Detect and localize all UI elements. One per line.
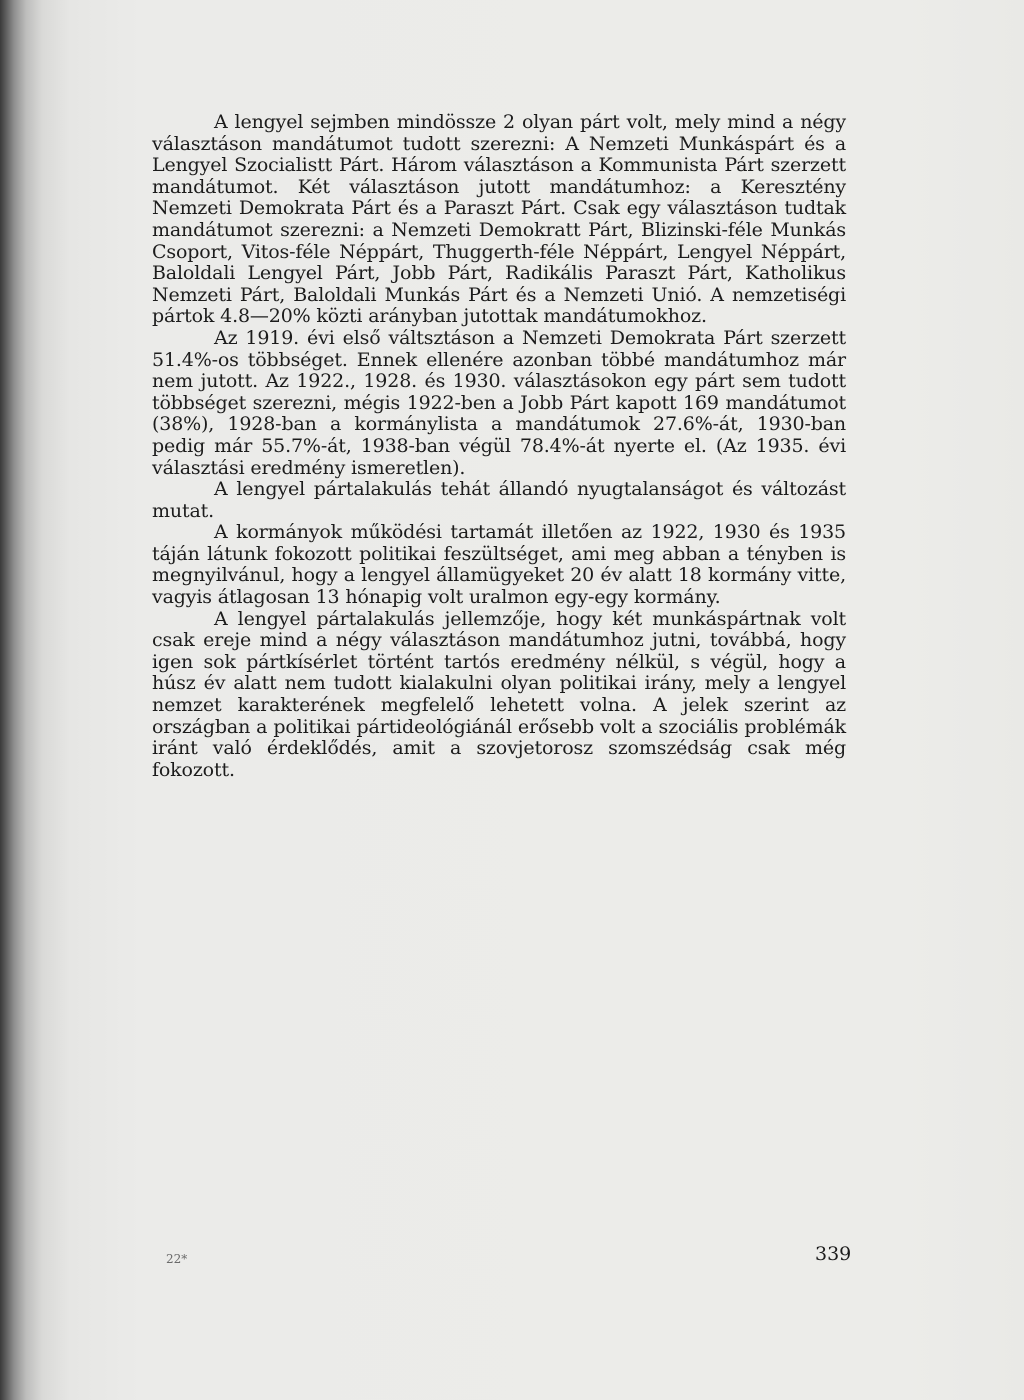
paragraph-governments: A kormányok működési tartamát illetően az 1922, 1930 és 1935 táján látunk fokozott politikai feszültséget, ami meg abban a tényben is megnyilvánul, hogy a lengyel államügyeket 20 év alatt 18 kormány vitte, vagyis átlagosan 13 hónapig volt uralmon egy-egy kormány. [152, 521, 846, 609]
body-text [152, 112, 846, 781]
paragraph-parties-mandates: A lengyel sejmben mindössze 2 olyan párt volt, mely mind a négy választáson mandátumot tudott szerezni: A Nemzeti Munkáspárt és a Lengyel Szocialistt Párt. Három választáson a Kommunista Párt szerzett mandátumot. Két választáson jutott mandátumhoz: a Keresztény Nemzeti Demokrata Párt és a Paraszt Párt. Csak egy választáson tudtak mandátumot szerezni: a Nemzeti Demokratt Párt, Blizinski-féle Munkás Csoport, Vitos-féle Néppárt, Thuggerth-féle Néppárt, Lengyel Néppárt, Baloldali Lengyel Párt, Jobb Párt, Radikális Paraszt Párt, Katholikus Nemzeti Párt, Baloldali Munkás Párt és a Nemzeti Unió. A nemzetiségi pártok 4.8—20% közti arányban jutottak mandátumokhoz. [152, 111, 846, 328]
paragraph-characteristics: A lengyel pártalakulás jellemzője, hogy két munkáspártnak volt csak ereje mind a négy választáson mandátumhoz jutni, továbbá, hogy igen sok pártkísérlet történt tartós eredmény nélkül, s végül, hogy a húsz év alatt nem tudott kialakulni olyan politikai irány, mely a lengyel nemzet karakterének megfelelő lehetett volna. A jelek szerint az országban a politikai pártideológiánál erősebb volt a szociális problémák iránt való érdeklődés, amit a szovjetorosz szomszédság csak még fokozott. [152, 607, 846, 781]
signature-mark: 22* [166, 1252, 188, 1266]
paragraph-instability: A lengyel pártalakulás tehát állandó nyugtalanságot és változást mutat. [152, 478, 846, 522]
paragraph-election-results: Az 1919. évi első váltsztáson a Nemzeti Demokrata Párt szerzett 51.4%-os többséget. Ennek ellenére azonban többé mandátumhoz már nem jutott. Az 1922., 1928. és 1930. választásokon egy párt sem tudott többséget szerezni, mégis 1922-ben a Jobb Párt kapott 169 mandátumot (38%), 1928-ban a kormánylista a mandátumok 27.6%-át, 1930-ban pedig már 55.7%-át, 1938-ban végül 78.4%-át nyerte el. (Az 1935. évi választási eredmény ismeretlen). [152, 326, 846, 479]
page-number: 339 [815, 1243, 852, 1265]
